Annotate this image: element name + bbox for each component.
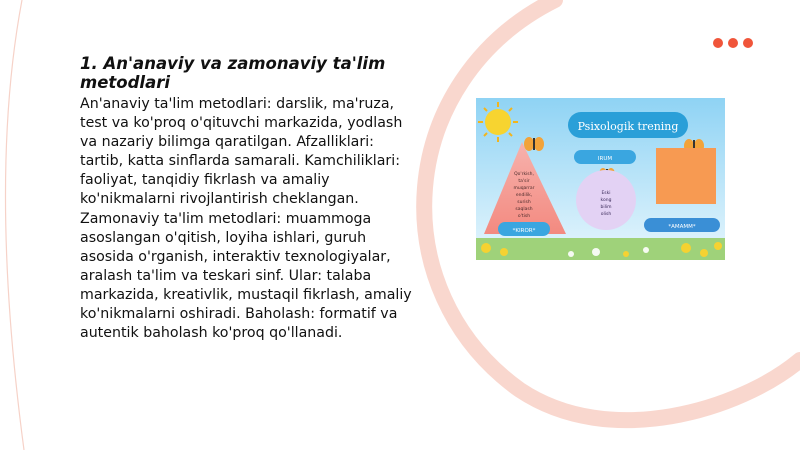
pill-right-label: *AMAMM*	[668, 224, 696, 230]
dot	[728, 38, 738, 48]
dot	[713, 38, 723, 48]
circle-label: IRUM	[597, 156, 613, 162]
triangle-text: saqlash	[515, 207, 533, 212]
psychology-training-image	[476, 98, 725, 260]
triangle-text: endilik,	[515, 193, 533, 198]
menu-dots-icon	[713, 38, 753, 48]
triangle-text: surish	[517, 200, 531, 205]
pill-left-label: *KIROR*	[512, 228, 536, 234]
dot	[743, 38, 753, 48]
circle-text: kong	[600, 198, 612, 203]
triangle-text: muqarrar	[513, 186, 535, 191]
circle-text: bilim	[600, 205, 612, 210]
butterfly-icon	[524, 137, 544, 151]
triangle-text: ta'sir	[518, 179, 530, 184]
slide-body-text: An'anaviy ta'lim metodlari: darslik, ma'ruza, test va ko'proq o'qituvchi markazida, yodlash va nazariy bilimga qaratilgan. Afzalliklari: tartib, katta sinflarda samarali. Kamchiliklari: faoliyat, tanqidiy fikrlash va amaliy ko'nikmalarni rivojlantirish cheklangan. Zamonaviy ta'lim metodlari: muammoga asoslangan o'qitish, loyiha ishlari, guruh asosida o'rganish, interaktiv texnologiyalar, aralash ta'lim va teskari sinf. Ular: talaba markazida, kreativlik, mustaqil fikrlash, amaliy ko'nikmalarni oshiradi. Baholash: formatif va autentik baholash ko'proq qo'llanadi.	[80, 96, 412, 342]
triangle-text: Qo'rkish,	[514, 172, 534, 177]
banner-label: Psixologik trening	[577, 120, 679, 133]
slide-title: 1. An'anaviy va zamonaviy ta'lim metodlari	[80, 54, 386, 92]
circle-text: olish	[600, 212, 612, 217]
circle-text: Eski	[601, 191, 611, 196]
triangle-text: o'tish	[517, 214, 531, 219]
